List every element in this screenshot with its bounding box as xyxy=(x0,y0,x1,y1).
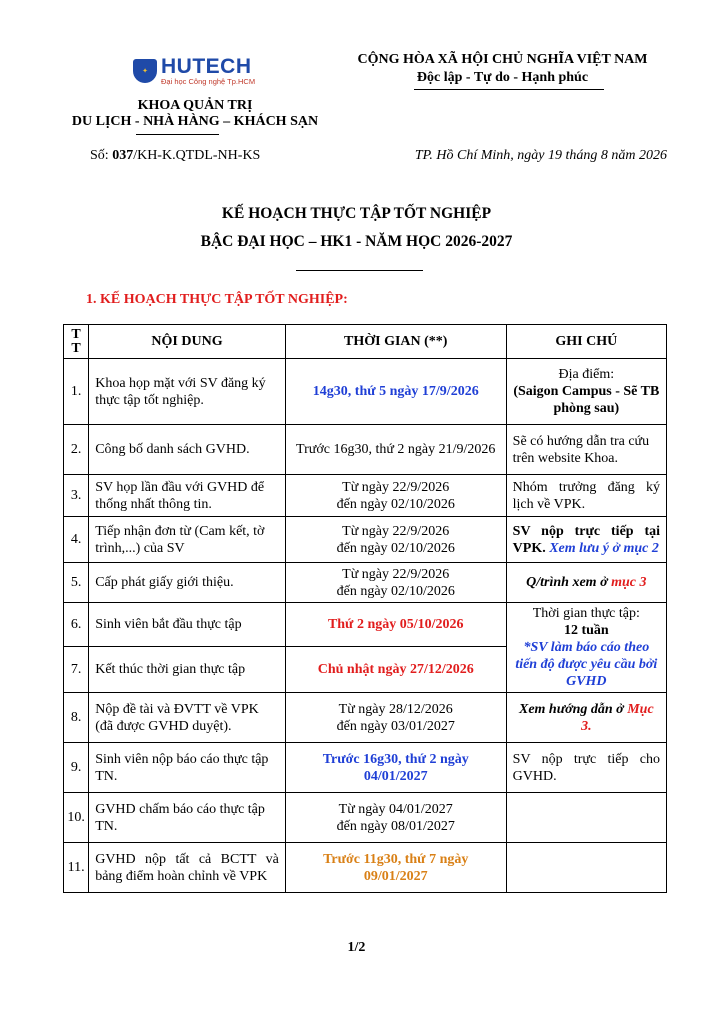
faculty-line-2: DU LỊCH - NHÀ HÀNG – KHÁCH SẠN xyxy=(71,114,319,129)
row-note: Thời gian thực tập: 12 tuần *SV làm báo cáo theo tiến độ được yêu cầu bởi GVHD xyxy=(506,603,666,693)
row-content: Sinh viên nộp báo cáo thực tập TN. xyxy=(89,743,286,793)
place-date: TP. Hồ Chí Minh, ngày 19 tháng 8 năm 2026 xyxy=(414,148,667,163)
row-content: Khoa họp mặt với SV đăng ký thực tập tốt nghiệp. xyxy=(89,359,286,425)
row-number: 4. xyxy=(64,517,89,563)
row-note: Sẽ có hướng dẫn tra cứu trên website Khoa. xyxy=(506,425,666,475)
header-note: GHI CHÚ xyxy=(506,325,666,359)
row-number: 8. xyxy=(64,693,89,743)
motto-underline xyxy=(414,89,604,90)
row-time: Trước 16g30, thứ 2 ngày 21/9/2026 xyxy=(285,425,506,475)
row-number: 9. xyxy=(64,743,89,793)
row-content: GVHD chấm báo cáo thực tập TN. xyxy=(89,793,286,843)
table-row xyxy=(64,793,667,843)
row-number: 5. xyxy=(64,563,89,603)
row-time: Thứ 2 ngày 05/10/2026 xyxy=(285,603,506,647)
row-number: 10. xyxy=(64,793,89,843)
row-number: 3. xyxy=(64,475,89,517)
table-row xyxy=(64,843,667,893)
table-row xyxy=(64,743,667,793)
row-time: Từ ngày 28/12/2026 đến ngày 03/01/2027 xyxy=(285,693,506,743)
table-row xyxy=(64,563,667,603)
row-note: Địa điểm: (Saigon Campus - Sẽ TB phòng sau) xyxy=(506,359,666,425)
document-number: Số: 037/KH-K.QTDL-NH-KS xyxy=(90,148,261,163)
row-number: 11. xyxy=(64,843,89,893)
row-number: 7. xyxy=(64,647,89,693)
row-time: Từ ngày 22/9/2026 đến ngày 02/10/2026 xyxy=(285,475,506,517)
row-note xyxy=(506,843,666,893)
row-time: Trước 16g30, thứ 2 ngày 04/01/2027 xyxy=(285,743,506,793)
row-number: 2. xyxy=(64,425,89,475)
motto: Độc lập - Tự do - Hạnh phúc xyxy=(416,70,589,85)
header-content: NỘI DUNG xyxy=(89,325,286,359)
header-tt: T T xyxy=(64,325,89,359)
row-time: Chủ nhật ngày 27/12/2026 xyxy=(285,647,506,693)
header-time: THỜI GIAN (**) xyxy=(285,325,506,359)
row-number: 6. xyxy=(64,603,89,647)
faculty-underline xyxy=(136,134,219,135)
logo-name: HUTECH xyxy=(161,55,252,78)
table-row xyxy=(64,693,667,743)
country-name: CỘNG HÒA XÃ HỘI CHỦ NGHĨA VIỆT NAM xyxy=(357,52,648,67)
logo-subtitle: Đại học Công nghệ Tp.HCM xyxy=(161,77,256,86)
section-heading: 1. KẾ HOẠCH THỰC TẬP TỐT NGHIỆP: xyxy=(86,292,348,307)
row-content: Kết thúc thời gian thực tập xyxy=(89,647,286,693)
table-row xyxy=(64,475,667,517)
faculty-line-1: KHOA QUẢN TRỊ xyxy=(137,98,253,113)
row-time: 14g30, thứ 5 ngày 17/9/2026 xyxy=(285,359,506,425)
row-time: Từ ngày 04/01/2027 đến ngày 08/01/2027 xyxy=(285,793,506,843)
row-note: Xem hướng dẫn ở Mục 3. xyxy=(506,693,666,743)
title-underline xyxy=(296,270,423,271)
row-content: GVHD nộp tất cả BCTT và bảng điểm hoàn chỉnh về VPK xyxy=(89,843,286,893)
title-line-1: KẾ HOẠCH THỰC TẬP TỐT NGHIỆP xyxy=(221,205,492,222)
title-line-2: BẬC ĐẠI HỌC – HK1 - NĂM HỌC 2026-2027 xyxy=(200,233,513,250)
page-number: 1/2 xyxy=(347,940,366,955)
row-note xyxy=(506,793,666,843)
shield-icon: ✦ xyxy=(133,59,157,83)
row-content: Nộp đề tài và ĐVTT về VPK (đã được GVHD duyệt). xyxy=(89,693,286,743)
row-content: Tiếp nhận đơn từ (Cam kết, tờ trình,...) của SV xyxy=(89,517,286,563)
row-note: Nhóm trưởng đăng ký lịch về VPK. xyxy=(506,475,666,517)
row-note: Q/trình xem ở mục 3 xyxy=(506,563,666,603)
hutech-logo xyxy=(133,56,255,86)
internship-schedule-table xyxy=(63,324,667,893)
table-row xyxy=(64,517,667,563)
row-content: Cấp phát giấy giới thiệu. xyxy=(89,563,286,603)
row-content: Công bố danh sách GVHD. xyxy=(89,425,286,475)
row-number: 1. xyxy=(64,359,89,425)
table-header-row xyxy=(64,325,667,359)
row-time: Từ ngày 22/9/2026 đến ngày 02/10/2026 xyxy=(285,563,506,603)
row-note: SV nộp trực tiếp cho GVHD. xyxy=(506,743,666,793)
table-row xyxy=(64,359,667,425)
row-note: SV nộp trực tiếp tại VPK. Xem lưu ý ở mục 2 xyxy=(506,517,666,563)
table-row xyxy=(64,425,667,475)
row-time: Trước 11g30, thứ 7 ngày 09/01/2027 xyxy=(285,843,506,893)
row-content: SV họp lần đầu với GVHD để thống nhất thông tin. xyxy=(89,475,286,517)
table-row xyxy=(64,603,667,647)
row-time: Từ ngày 22/9/2026 đến ngày 02/10/2026 xyxy=(285,517,506,563)
row-content: Sinh viên bắt đầu thực tập xyxy=(89,603,286,647)
